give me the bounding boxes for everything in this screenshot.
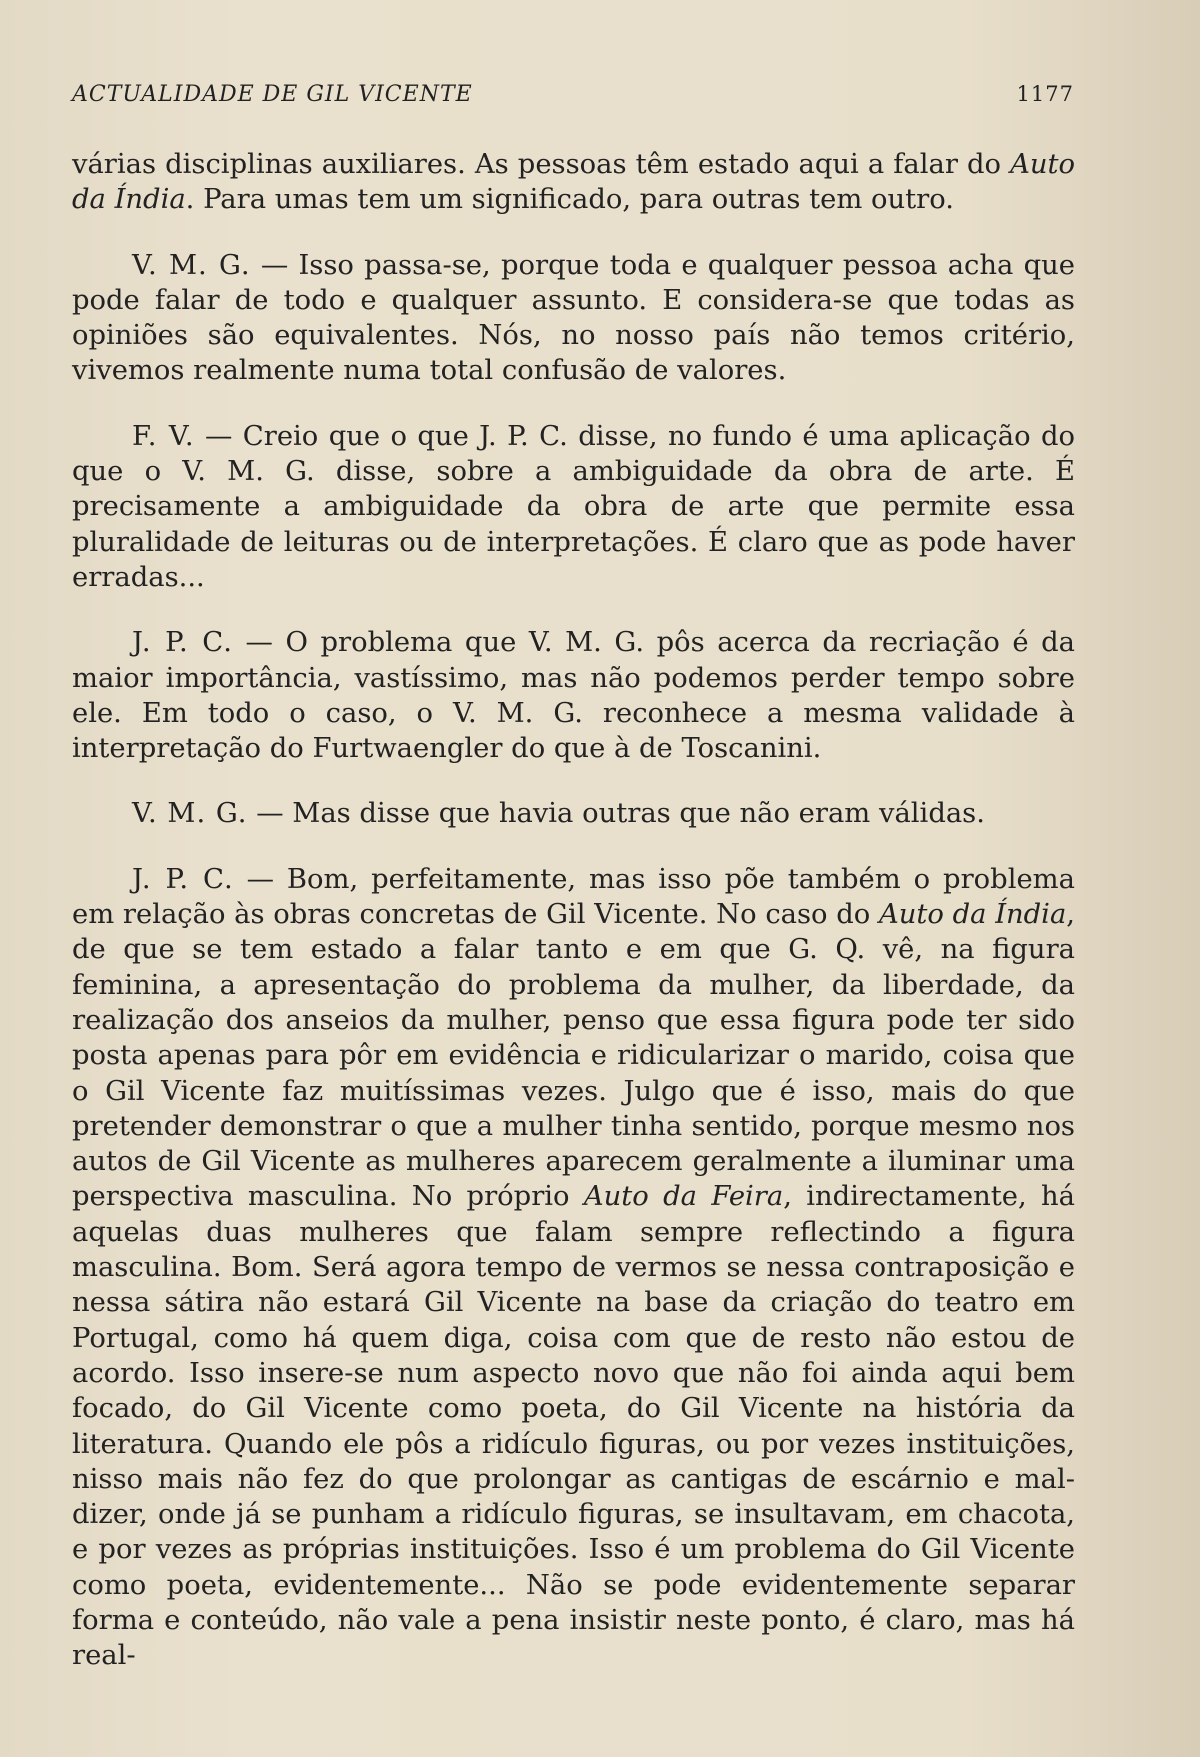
- speaker-dash: —: [194, 420, 243, 452]
- paragraph-text: . Para umas tem um significado, para outras tem outro.: [185, 184, 954, 216]
- speaker-dash: —: [250, 249, 299, 281]
- speaker-initials: J. P. C.: [132, 627, 233, 659]
- page-body: [72, 147, 1075, 1674]
- speaker-dash: —: [247, 798, 293, 830]
- running-title: ACTUALIDADE DE GIL VICENTE: [72, 82, 473, 107]
- speaker-initials: V. M. G.: [132, 249, 251, 281]
- paragraph-text: Mas disse que havia outras que não eram válidas.: [292, 798, 985, 830]
- paragraph-text: , indirectamente, há aquelas duas mulheres que falam sempre reflectindo a figura masculina. Bom. Será agora tempo de vermos se nessa contraposição e nessa sátira não estará Gil Vicente na base da criação do teatro em Portugal, como há quem diga, coisa com que de resto não estou de acordo. Isso insere-se num aspecto novo que não foi ainda aqui bem focado, do Gil Vicente como poeta, do Gil Vicente na história da literatura. Quando ele pôs a ridículo figuras, ou por vezes instituições, nisso mais não fez do que prolongar as cantigas de escárnio e mal-dizer, onde já se punham a ridículo figuras, se insultavam, em chacota, e por vezes as próprias instituições. Isso é um problema do Gil Vicente como poeta, evidentemente... Não se pode evidentemente separar forma e conteúdo, não vale a pena insistir neste ponto, é claro, mas há real-: [72, 1181, 1075, 1672]
- page-number: 1177: [1016, 82, 1074, 106]
- speech-paragraph: [72, 625, 1075, 766]
- running-head: [72, 82, 1074, 107]
- speaker-initials: F. V.: [132, 420, 195, 452]
- paragraph-text: Creio que o que J. P. C. disse, no fundo é uma aplicação do que o V. M. G. disse, sobre a ambiguidade da obra de arte. É precisamente a ambiguidade da obra de arte que permite essa pluralidade de leituras ou de interpretações. É claro que as pode haver erradas...: [72, 420, 1075, 593]
- speech-paragraph: [72, 419, 1075, 595]
- italic-title-text: Auto da Índia: [878, 899, 1067, 931]
- speaker-initials: V. M. G.: [132, 798, 248, 830]
- speaker-dash: —: [232, 627, 286, 659]
- paragraph-text: O problema que V. M. G. pôs acerca da recriação é da maior importância, vastíssimo, mas não podemos perder tempo sobre ele. Em todo o caso, o V. M. G. reconhece a mesma validade à interpretação do Furtwaengler do que à de Toscanini.: [72, 627, 1075, 765]
- speaker-dash: —: [233, 863, 287, 895]
- speech-paragraph: [72, 796, 1075, 831]
- italic-title-text: Auto da Feira: [583, 1181, 784, 1213]
- paragraph-text: várias disciplinas auxiliares. As pessoas têm estado aqui a falar do: [72, 149, 1011, 180]
- speech-paragraph: [72, 862, 1075, 1674]
- speech-paragraph: [72, 248, 1075, 389]
- paragraph-text: , de que se tem estado a falar tanto e em que G. Q. vê, na figura feminina, a apresentação do problema da mulher, da liberdade, da realização dos anseios da mulher, penso que essa figura pode ter sido posta apenas para pôr em evidência e ridicularizar o marido, coisa que o Gil Vicente faz muitíssimas vezes. Julgo que é isso, mais do que pretender demonstrar o que a mulher tinha sentido, porque mesmo nos autos de Gil Vicente as mulheres aparecem geralmente a iluminar uma perspectiva masculina. No próprio: [72, 899, 1075, 1213]
- speaker-initials: J. P. C.: [132, 863, 234, 895]
- italic-title-text: Auto da Índia: [72, 149, 1075, 216]
- paragraph-text: Bom, perfeitamente, mas isso põe também o problema em relação às obras concretas de Gil Vicente. No caso do: [72, 863, 1075, 931]
- paragraph-text: Isso passa-se, porque toda e qualquer pessoa acha que pode falar de todo e qualquer assunto. E considera-se que todas as opiniões são equivalentes. Nós, no nosso país não temos critério, vivemos realmente numa total confusão de valores.: [72, 249, 1075, 387]
- paragraph-continuation: [72, 147, 1075, 218]
